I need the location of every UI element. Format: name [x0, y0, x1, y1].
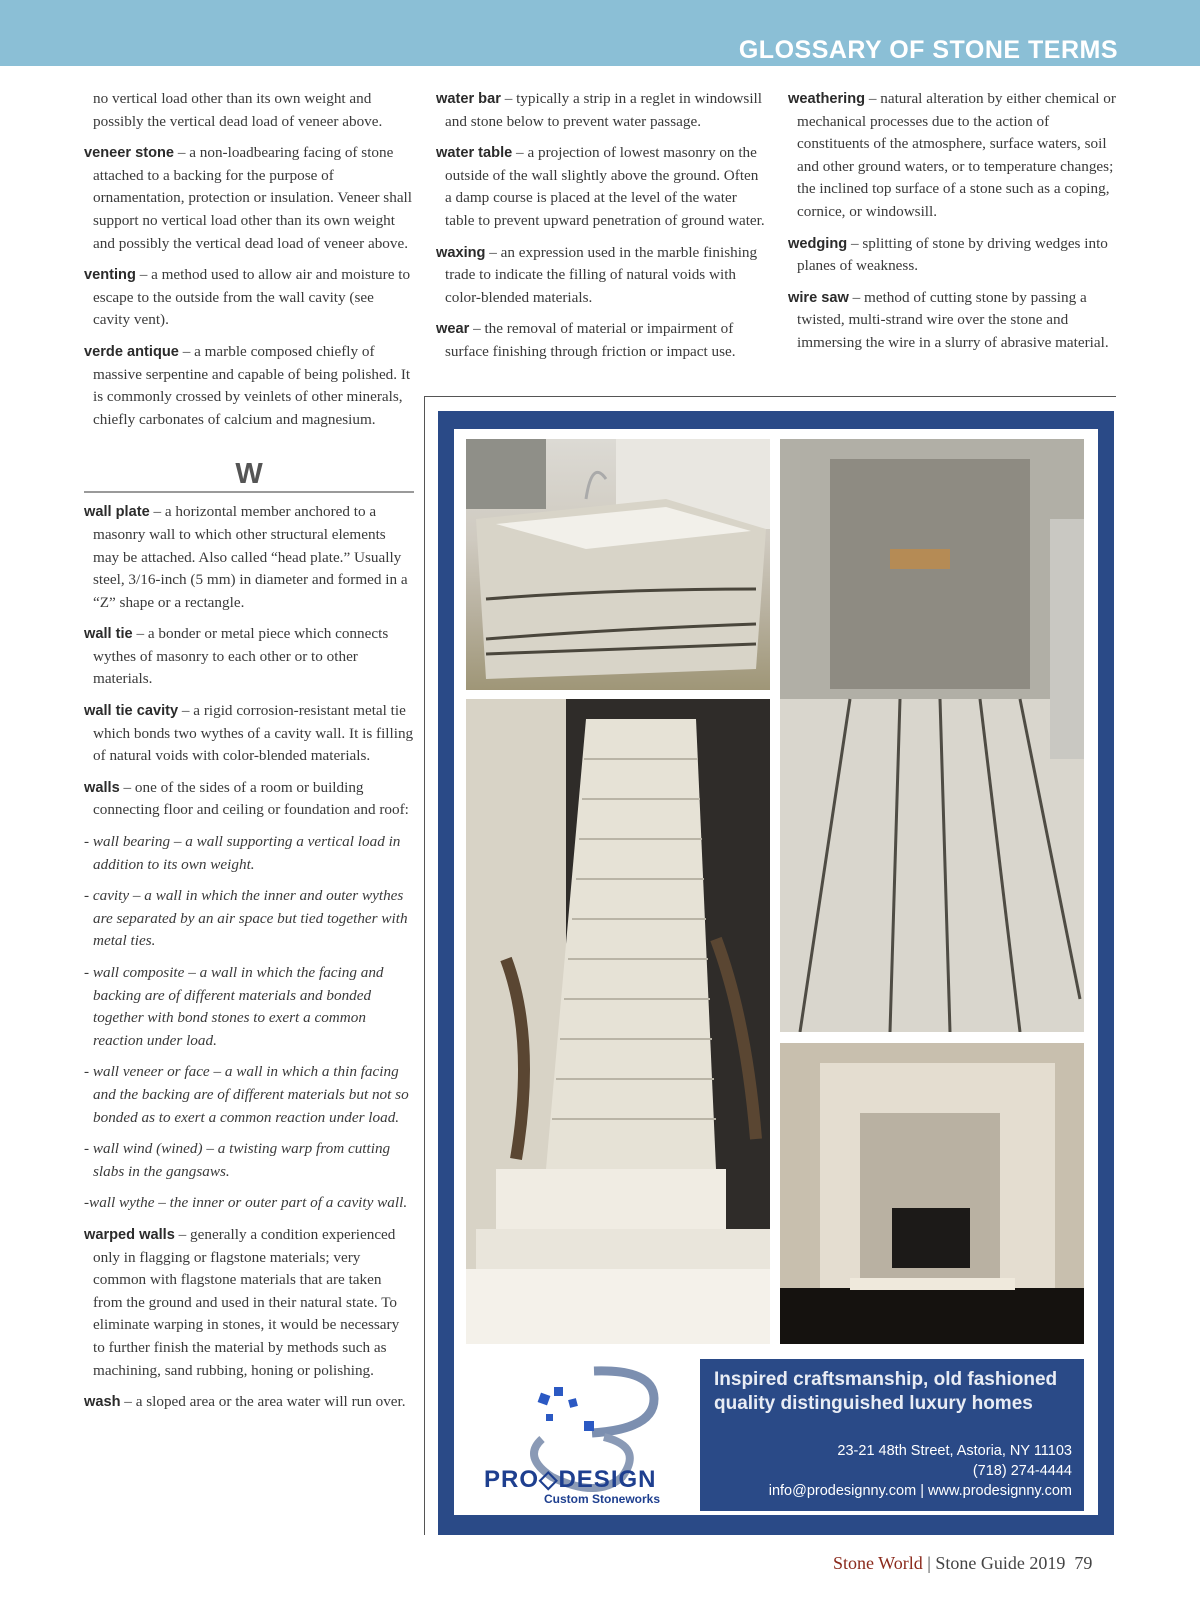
definition: – typically a strip in a reglet in windowsill and stone below to prevent water passage.	[445, 90, 762, 130]
glossary-entry	[84, 142, 414, 255]
advertisement	[438, 411, 1114, 1535]
shower-floor-photo	[780, 439, 1084, 1032]
ad-web-email: info@prodesignny.com | www.prodesignny.com	[768, 1483, 1072, 1499]
glossary-entry	[84, 501, 414, 614]
definition: – natural alteration by either chemical or mechanical processes due to the action of constituents of the atmosphere, surface waters, soil and other ground waters, or to temperature changes; the inclined top surface of a stone such as a coping, cornice, or windowsill.	[797, 90, 1116, 220]
ad-phone: (718) 274-4444	[972, 1463, 1072, 1479]
glossary-entry	[788, 287, 1118, 355]
page-number: 79	[1074, 1553, 1093, 1573]
staircase-photo	[466, 699, 770, 1344]
fireplace-photo	[780, 1043, 1084, 1344]
glossary-entry	[84, 700, 414, 768]
term: waxing	[436, 244, 486, 261]
logo-wordmark: PRO◇DESIGN	[484, 1466, 657, 1493]
sub-entry: -wall wythe – the inner or outer part of a cavity wall.	[84, 1194, 408, 1212]
sub-entry: - wall veneer or face – a wall in which a thin facing and the backing are of different materials but not so bonded as to exert a common reaction under load.	[84, 1063, 409, 1126]
glossary-entry	[436, 88, 766, 133]
term: weathering	[788, 91, 866, 107]
logo-subtitle: Custom Stoneworks	[544, 1492, 661, 1504]
term: wear	[436, 321, 470, 338]
ad-top-rule	[424, 396, 1116, 397]
glossary-entry	[436, 142, 766, 232]
glossary-column-2	[436, 88, 766, 373]
term: wash	[84, 1394, 121, 1411]
term: verde antique	[84, 343, 179, 360]
sub-entry: - wall wind (wined) – a twisting warp from cutting slabs in the gangsaws.	[84, 1140, 391, 1180]
section-letter: W	[84, 457, 414, 493]
glossary-entry	[788, 233, 1118, 278]
bathtub-photo	[466, 439, 770, 690]
glossary-entry	[84, 264, 414, 332]
ad-address: 23-21 48th Street, Astoria, NY 11103	[837, 1443, 1072, 1459]
footer-separator: |	[922, 1553, 936, 1573]
glossary-column-3	[788, 88, 1118, 364]
definition: – a marble composed chiefly of massive serpentine and capable of being polished. It is commonly crossed by veinlets of other minerals, chiefly carbonates of calcium and magnesium.	[93, 342, 411, 428]
definition: – one of the sides of a room or building connecting floor and ceiling or foundation and roof:	[93, 778, 409, 819]
header-bar	[0, 0, 1200, 66]
glossary-entry	[84, 1391, 414, 1414]
ad-tagline-box	[700, 1359, 1084, 1511]
continued-definition: no vertical load other than its own weight and possibly the vertical dead load of veneer above.	[93, 90, 383, 130]
glossary-entry	[84, 341, 414, 431]
glossary-entry	[84, 623, 414, 691]
definition: – a projection of lowest masonry on the outside of the wall slightly above the ground. Often a damp course is placed at the level of the water table to prevent upward penetration of ground water.	[445, 144, 765, 229]
definition: – an expression used in the marble finishing trade to indicate the filling of natural voids with color-blended materials.	[445, 243, 758, 306]
page-title: GLOSSARY OF STONE TERMS	[738, 36, 1118, 64]
column-divider	[424, 397, 425, 1535]
term: wall plate	[84, 504, 150, 521]
glossary-entry	[436, 318, 766, 363]
term: venting	[84, 267, 136, 284]
term: warped walls	[84, 1226, 175, 1243]
magazine-name: Stone World	[833, 1553, 923, 1573]
glossary-entry	[436, 242, 766, 310]
definition: – a bonder or metal piece which connects wythes of masonry to each other or to other materials.	[93, 625, 389, 688]
definition: – method of cutting stone by passing a twisted, multi-strand wire over the stone and immersing the wire in a slurry of abrasive material.	[797, 288, 1109, 351]
guide-name: Stone Guide 2019	[935, 1553, 1066, 1573]
term: wall tie cavity	[84, 703, 179, 720]
sub-entry: - wall bearing – a wall supporting a vertical load in addition to its own weight.	[84, 833, 401, 873]
glossary-entry	[84, 777, 414, 822]
term: veneer stone	[84, 145, 175, 162]
definition: – a sloped area or the area water will run over.	[120, 1393, 406, 1411]
definition: – a non-loadbearing facing of stone attached to a backing for the purpose of ornamentation, protection or insulation. Veneer shall support no vertical load other than its own weight and possibly the vertical dead load of veneer above.	[93, 144, 412, 252]
pro-design-logo	[484, 1359, 684, 1504]
glossary-entry	[788, 88, 1118, 224]
page-footer	[833, 1553, 1092, 1574]
ad-contact	[769, 1441, 1072, 1501]
sub-entry: - wall composite – a wall in which the facing and backing are of different materials and bonded together with bond stones to exert a common reaction under load.	[84, 964, 384, 1049]
sub-entry: - cavity – a wall in which the inner and outer wythes are separated by an air space but tied together with metal ties.	[84, 887, 408, 950]
glossary-column-1	[84, 88, 414, 1423]
ad-tagline	[714, 1368, 1057, 1416]
term: walls	[84, 779, 120, 796]
term: wire saw	[788, 289, 849, 306]
term: wall tie	[84, 626, 133, 643]
term: water table	[436, 145, 513, 162]
ad-panel	[454, 429, 1098, 1515]
term: water bar	[436, 91, 501, 107]
definition: – splitting of stone by driving wedges into planes of weakness.	[797, 234, 1108, 275]
definition: – the removal of material or impairment of surface finishing through friction or impact use.	[445, 320, 736, 360]
definition: – a rigid corrosion-resistant metal tie which bonds two wythes of a cavity wall. It is filling of natural voids with color-blended materials.	[93, 702, 414, 765]
definition: – generally a condition experienced only in flagging or flagstone materials; very common with flagstone materials that are taken from the ground and used in their natural state. To eliminate warping in stones, it would be necessary to further finish the material by methods such as machining, sand rubbing, honing or polishing.	[93, 1225, 400, 1379]
definition: – a horizontal member anchored to a masonry wall to which other structural elements may be attached. Also called “head plate.” Usually steel, 3/16-inch (5 mm) in diameter and formed in a “Z” shape or a rectangle.	[93, 503, 408, 611]
definition: – a method used to allow air and moisture to escape to the outside from the wall cavity (see cavity vent).	[93, 266, 411, 329]
term: wedging	[788, 235, 848, 252]
tagline-line-1: Inspired craftsmanship, old fashioned	[714, 1369, 1058, 1390]
tagline-line-2: quality distinguished luxury homes	[714, 1393, 1033, 1414]
glossary-entry	[84, 1224, 414, 1382]
